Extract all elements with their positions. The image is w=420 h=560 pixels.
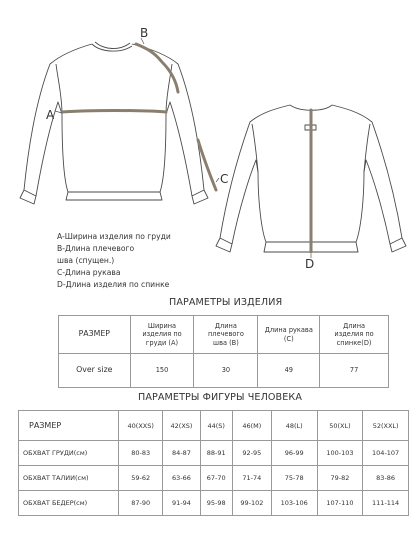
figure-table-title: ПАРАМЕТРЫ ФИГУРЫ ЧЕЛОВЕКА	[138, 392, 302, 403]
header-line: изделия по	[142, 330, 182, 339]
legend-line: C-Длина рукава	[57, 268, 121, 277]
value-cell: 150	[130, 354, 194, 388]
row-label: ОБХВАТ ТАЛИИ(см)	[19, 466, 119, 491]
label-c: C	[220, 172, 229, 186]
header-line: (С)	[283, 334, 294, 343]
value-cell: 107-110	[317, 491, 363, 516]
col-header-back-length	[320, 316, 389, 354]
value-cell: 75-78	[271, 466, 317, 491]
table-row	[19, 441, 409, 466]
figure-parameters-table	[18, 410, 409, 516]
header-line: Длина	[214, 322, 237, 331]
value-cell: 49	[258, 354, 320, 388]
label-a: A	[46, 108, 55, 122]
product-parameters-table	[58, 315, 389, 388]
size-col-header: 44(S)	[200, 411, 232, 441]
value-cell: 96-99	[271, 441, 317, 466]
value-cell: 100-103	[317, 441, 363, 466]
size-col-header: 40(XXS)	[119, 411, 163, 441]
header-line: изделия по	[334, 330, 374, 339]
size-col-header: 42(XS)	[163, 411, 200, 441]
value-cell: 88-91	[200, 441, 232, 466]
header-line: Длина рукава	[264, 326, 313, 335]
size-col-header: 52(XXL)	[363, 411, 409, 441]
value-cell: 104-107	[363, 441, 409, 466]
measure-line-a	[62, 111, 166, 113]
label-d: D	[305, 257, 315, 271]
value-cell: 59-62	[119, 466, 163, 491]
value-cell: 84-87	[163, 441, 200, 466]
header-line: плечевого	[207, 330, 244, 339]
size-header: РАЗМЕР	[19, 411, 119, 441]
row-label: ОБХВАТ БЕДЕР(см)	[19, 491, 119, 516]
row-label: ОБХВАТ ГРУДИ(см)	[19, 441, 119, 466]
front-view-sketch	[20, 42, 208, 204]
col-header-sleeve	[258, 316, 320, 354]
legend-line: D-Длина изделия по спинке	[57, 280, 170, 289]
value-cell: 67-70	[200, 466, 232, 491]
header-line: Ширина	[147, 322, 177, 331]
value-cell: 95-98	[200, 491, 232, 516]
value-cell: 91-94	[163, 491, 200, 516]
value-cell: 63-66	[163, 466, 200, 491]
header-line: спинке(D)	[336, 338, 372, 347]
col-header-chest	[130, 316, 194, 354]
value-cell: 79-82	[317, 466, 363, 491]
legend-line: B-Длина плечевого	[57, 244, 135, 253]
legend-line: A-Ширина изделия по груди	[57, 232, 171, 241]
value-cell: 80-83	[119, 441, 163, 466]
header-line: шва (В)	[213, 338, 239, 347]
size-col-header: 48(L)	[271, 411, 317, 441]
header-line: Длина	[343, 322, 366, 331]
label-b: B	[140, 26, 149, 40]
measurements-legend	[57, 231, 171, 291]
value-cell: 111-114	[363, 491, 409, 516]
value-cell: 83-86	[363, 466, 409, 491]
legend-line: шва (спущен.)	[57, 256, 115, 265]
size-header: РАЗМЕР	[59, 316, 131, 354]
product-table-title: ПАРАМЕТРЫ ИЗДЕЛИЯ	[169, 297, 283, 308]
value-cell: 99-102	[232, 491, 271, 516]
value-cell: 30	[194, 354, 258, 388]
value-cell: 92-95	[232, 441, 271, 466]
size-col-header: 50(XL)	[317, 411, 363, 441]
col-header-shoulder	[194, 316, 258, 354]
table-row	[19, 491, 409, 516]
value-cell: 77	[320, 354, 389, 388]
row-size-label: Over size	[59, 354, 131, 388]
value-cell: 87-90	[119, 491, 163, 516]
header-line: груди (А)	[145, 338, 179, 347]
value-cell: 71-74	[232, 466, 271, 491]
table-row	[19, 466, 409, 491]
size-col-header: 46(M)	[232, 411, 271, 441]
value-cell: 103-106	[271, 491, 317, 516]
